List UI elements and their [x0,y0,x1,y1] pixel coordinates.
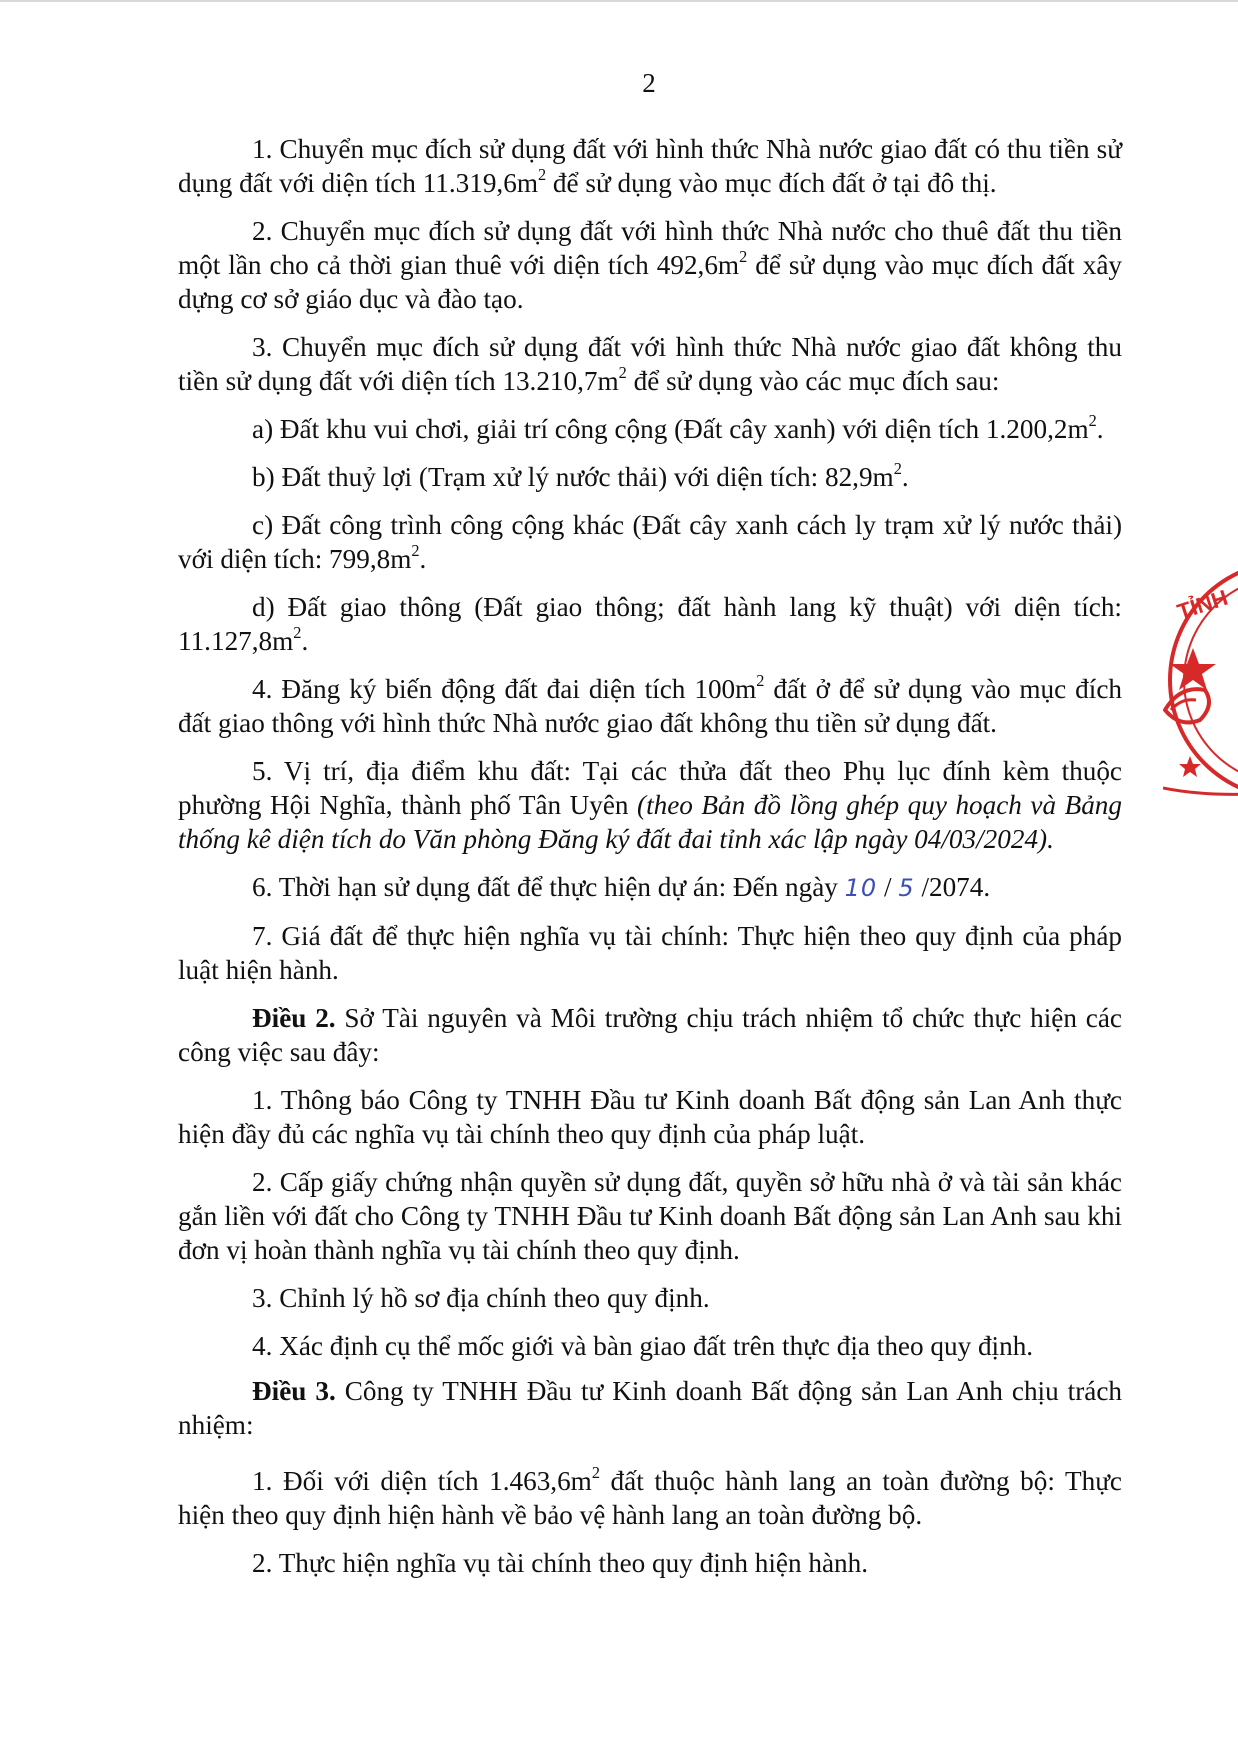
article2-item2: 2. Cấp giấy chứng nhận quyền sử dụng đất, quyền sở hữu nhà ở và tài sản khác gắn liền với đất cho Công ty TNHH Đầu tư Kinh doanh Bất động sản Lan Anh sau khi đơn vị hoàn thành nghĩa vụ tài chính theo quy định. [178,1167,1122,1265]
seal-small-star-icon [1179,756,1201,777]
scan-edge [0,0,1238,2]
article2-item4: 4. Xác định cụ thể mốc giới và bàn giao đất trên thực địa theo quy định. [252,1331,1034,1361]
seal-text: TỈNH [1174,584,1231,625]
article2-heading: Điều 2. [252,1003,336,1033]
document-body [178,132,1122,1580]
article2-item1: 1. Thông báo Công ty TNHH Đầu tư Kinh doanh Bất động sản Lan Anh thực hiện đầy đủ các nghĩa vụ tài chính theo quy định của pháp luật. [178,1085,1122,1149]
article1-item1: 1. Chuyển mục đích sử dụng đất với hình thức Nhà nước giao đất có thu tiền sử dụng đất với diện tích $11.319,6m^2$ để sử dụng vào mục đích đất ở tại đô thị. [178,134,1122,198]
article1-item7: 7. Giá đất để thực hiện nghĩa vụ tài chính: Thực hiện theo quy định của pháp luật hiện hành. [178,921,1122,985]
article1-item3-a: a) Đất khu vui chơi, giải trí công cộng (Đất cây xanh) với diện tích $1.200,2m^2$. [252,410,1104,444]
article1-item3-b: b) Đất thuỷ lợi (Trạm xử lý nước thải) với diện tích: $82,9m^2$. [252,458,909,492]
seal-star-icon [1170,648,1216,690]
article3-item2: 2. Thực hiện nghĩa vụ tài chính theo quy định hiện hành. [252,1548,869,1578]
article3-intro: Điều 3. Công ty TNHH Đầu tư Kinh doanh Bất động sản Lan Anh chịu trách nhiệm: [178,1376,1122,1440]
article1-item5: 5. Vị trí, địa điểm khu đất: Tại các thửa đất theo Phụ lục đính kèm thuộc phường Hội Nghĩa, thành phố Tân Uyên (theo Bản đồ lồng ghép quy hoạch và Bảng thống kê diện tích do Văn phòng Đăng ký đất đai tỉnh xác lập ngày 04/03/2024). [178,756,1122,854]
article3-item1: 1. Đối với diện tích $1.463,6m^2$ đất thuộc hành lang an toàn đường bộ: Thực hiện theo quy định hiện hành về bảo vệ hành lang an toàn đường bộ. [178,1462,1122,1530]
page-number: 2 [642,68,656,98]
article1-item2: 2. Chuyển mục đích sử dụng đất với hình thức Nhà nước cho thuê đất thu tiền một lần cho cả thời gian thuê với diện tích $492,6m^2$ để sử dụng vào mục đích đất xây dựng cơ sở giáo dục và đào tạo. [178,216,1122,314]
article2-item3: 3. Chỉnh lý hồ sơ địa chính theo quy định. [252,1283,710,1313]
handwritten-day: 10 [844,874,878,902]
article1-item4: 4. Đăng ký biến động đất đai diện tích $100m^2$ đất ở để sử dụng vào mục đích đất giao thông với hình thức Nhà nước giao đất không thu tiền sử dụng đất. [178,670,1122,738]
article1-item6: 6. Thời hạn sử dụng đất để thực hiện dự án: Đến ngày 10 / 5 /2074. [252,872,991,902]
article2-intro: Điều 2. Sở Tài nguyên và Môi trường chịu trách nhiệm tổ chức thực hiện các công việc sau đây: [178,1003,1123,1067]
article1-item3: 3. Chuyển mục đích sử dụng đất với hình thức Nhà nước giao đất không thu tiền sử dụng đất với diện tích $13.210,7m^2$ để sử dụng vào các mục đích sau: [178,332,1122,396]
handwritten-month: 5 [898,874,915,902]
article3-heading: Điều 3. [252,1376,336,1406]
article1-item3-d: d) Đất giao thông (Đất giao thông; đất hành lang kỹ thuật) với diện tích: $11.127,8m^2$. [178,592,1122,656]
article1-item3-c: c) Đất công trình công cộng khác (Đất cây xanh cách ly trạm xử lý nước thải) với diện tích: $799,8m^2$. [178,510,1122,574]
red-seal-stamp [1163,560,1238,820]
